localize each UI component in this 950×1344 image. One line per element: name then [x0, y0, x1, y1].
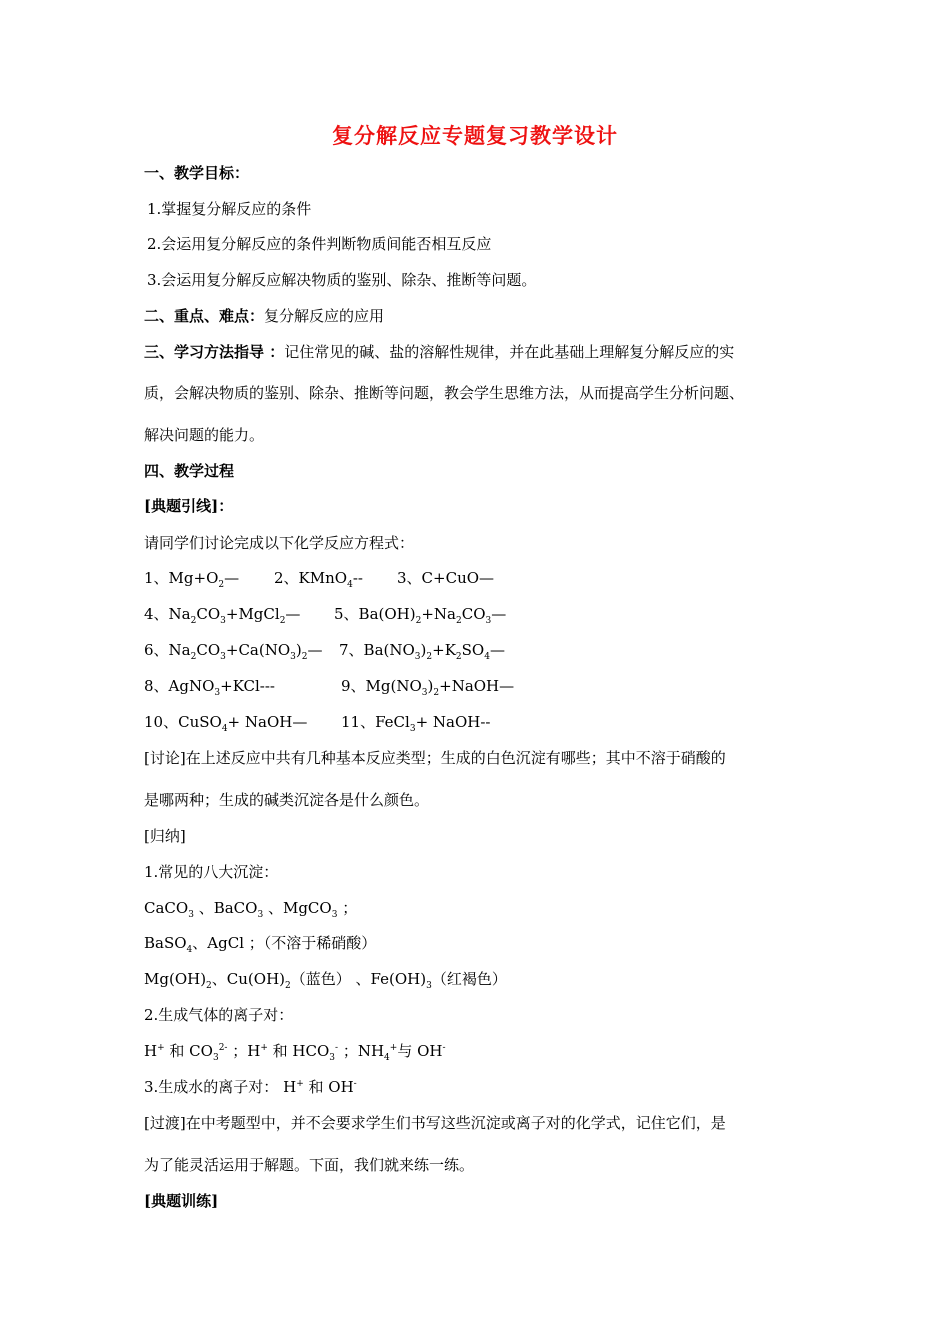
transition-line-1: [过渡]在中考题型中，并不会要求学生们书写这些沉淀或离子对的化学式，记住它们，是	[144, 1114, 726, 1132]
eq-text: SO	[461, 641, 485, 659]
water-ion-pair	[144, 1076, 357, 1098]
chem-subscript: 2	[206, 981, 212, 991]
discussion-line-2: 是哪两种；生成的碱类沉淀各是什么颜色。	[144, 791, 430, 809]
eq-subscript: 4	[221, 724, 228, 734]
chem-superscript: +	[157, 1043, 165, 1053]
goal-item-3: 3.会运用复分解反应解决物质的鉴别、除杂、推断等问题。	[147, 271, 537, 289]
chem-superscript: +	[296, 1079, 304, 1089]
chem-text: BaSO	[144, 934, 187, 952]
discussion-line-1: [讨论]在上述反应中共有几种基本反应类型；生成的白色沉淀有哪些；其中不溶于硝酸的	[144, 749, 726, 767]
eq-subscript: 2	[190, 652, 197, 662]
eq-text: +NaOH—	[439, 677, 515, 695]
chem-text: ；NH	[338, 1042, 385, 1060]
eq-text: CO	[196, 605, 221, 623]
eq-text: CO	[461, 605, 486, 623]
eq-subscript: 3	[485, 616, 492, 626]
eq-subscript: 3	[414, 652, 421, 662]
eq-text: Mg(NO	[365, 677, 422, 695]
eq-text: FeCl	[375, 713, 410, 731]
eq-text: --	[352, 569, 363, 587]
eq-text: AgNO	[168, 677, 215, 695]
chem-text: 和 HCO	[267, 1042, 330, 1060]
chem-text: 和 CO	[164, 1042, 213, 1060]
eq-text: C+CuO—	[421, 569, 495, 587]
eq-subscript: 2	[190, 616, 197, 626]
chem-text: （蓝色） 、Fe(OH)	[290, 970, 427, 988]
summary-point-1: 1.常见的八大沉淀：	[144, 863, 279, 881]
eq-number: 5、	[334, 605, 359, 623]
chem-text: ；	[337, 899, 358, 917]
chem-subscript: 2	[285, 981, 291, 991]
eq-text: Ba(NO	[363, 641, 415, 659]
equation-10	[144, 711, 307, 733]
equation-6	[144, 639, 322, 661]
eq-text: )	[420, 641, 427, 659]
eq-subscript: 2	[218, 580, 225, 590]
equation-5	[334, 603, 506, 625]
eq-subscript: 2	[455, 652, 462, 662]
section-3-heading: 三、学习方法指导 ：	[144, 343, 285, 361]
eq-subscript: 3	[421, 688, 428, 698]
eq-text: + NaOH—	[227, 713, 308, 731]
chem-text: 与 OH	[397, 1042, 443, 1060]
eq-text: +KCl---	[220, 677, 275, 695]
eq-text: +K	[432, 641, 456, 659]
chem-subscript: 3	[257, 910, 264, 920]
intro-prompt: 请同学们讨论完成以下化学反应方程式：	[144, 534, 415, 552]
section-2	[144, 305, 384, 327]
section-2-heading: 二、重点、难点：	[144, 307, 265, 325]
eq-subscript: 4	[484, 652, 490, 662]
eq-text: +Ca(NO	[225, 641, 291, 659]
chem-text: ；H	[227, 1042, 261, 1060]
chem-superscript: -	[335, 1043, 339, 1053]
chem-text: 、Cu(OH)	[211, 970, 286, 988]
chem-text: 、BaCO	[193, 899, 258, 917]
eq-number: 6、	[144, 641, 169, 659]
section-3-text-1: 记住常见的碱、盐的溶解性规律，并在此基础上理解复分解反应的实	[284, 343, 735, 361]
goal-item-1: 1.掌握复分解反应的条件	[147, 200, 312, 218]
eq-text: +Na	[421, 605, 456, 623]
precipitate-line-2	[144, 932, 376, 954]
chem-superscript: 2-	[218, 1043, 228, 1053]
chem-text: Mg(OH)	[144, 970, 207, 988]
eq-number: 11、	[341, 713, 376, 731]
eq-text: —	[285, 605, 301, 623]
section-2-text: 复分解反应的应用	[264, 307, 385, 325]
goal-item-2: 2.会运用复分解反应的条件判断物质间能否相互反应	[147, 235, 492, 253]
chem-text: （红褐色）	[431, 970, 507, 988]
chem-text: 、MgCO	[263, 899, 332, 917]
eq-subscript: 2	[301, 652, 308, 662]
eq-text: —	[489, 641, 505, 659]
equation-2	[274, 567, 363, 589]
eq-subscript: 4	[347, 580, 353, 590]
chem-subscript: 3	[331, 910, 338, 920]
eq-subscript: 3	[214, 688, 221, 698]
gas-ion-pairs	[144, 1040, 446, 1062]
document-title: 复分解反应专题复习教学设计	[332, 124, 618, 148]
chem-subscript: 3	[212, 1053, 219, 1063]
eq-number: 2、	[274, 569, 299, 587]
eq-number: 9、	[341, 677, 366, 695]
chem-superscript: +	[260, 1043, 268, 1053]
chem-superscript: -	[353, 1079, 357, 1089]
eq-text: KMnO	[298, 569, 348, 587]
chem-superscript: +	[389, 1043, 398, 1053]
eq-text: )	[295, 641, 302, 659]
eq-text: —	[491, 605, 507, 623]
eq-text: —	[307, 641, 323, 659]
summary-point-2: 2.生成气体的离子对：	[144, 1006, 294, 1024]
eq-text: + NaOH--	[415, 713, 491, 731]
eq-text: Na	[168, 605, 191, 623]
section-3-line-1	[144, 341, 734, 363]
chem-subscript: 4	[384, 1053, 390, 1063]
eq-subscript: 3	[409, 724, 416, 734]
eq-subscript: 3	[220, 652, 226, 662]
eq-subscript: 2	[433, 688, 440, 698]
chem-text: H	[283, 1078, 297, 1096]
eq-number: 8、	[144, 677, 169, 695]
summary-point-3: 3.生成水的离子对：	[144, 1078, 284, 1096]
eq-text: —	[224, 569, 240, 587]
section-3-line-3: 解决问题的能力。	[144, 426, 265, 444]
eq-subscript: 2	[415, 616, 422, 626]
eq-subscript: 2	[455, 616, 462, 626]
eq-text: +MgCl	[225, 605, 280, 623]
eq-number: 4、	[144, 605, 169, 623]
eq-number: 7、	[339, 641, 364, 659]
eq-text: Na	[168, 641, 191, 659]
chem-superscript: -	[442, 1043, 446, 1053]
eq-number: 1、	[144, 569, 169, 587]
equation-9	[341, 675, 514, 697]
eq-text: CuSO	[178, 713, 222, 731]
section-1-heading: 一、教学目标：	[144, 164, 250, 182]
precipitate-line-3	[144, 968, 507, 990]
eq-subscript: 3	[290, 652, 296, 662]
chem-subscript: 3	[426, 981, 432, 991]
transition-line-2: 为了能灵活运用于解题。下面，我们就来练一练。	[144, 1156, 475, 1174]
chem-text: 、AgCl ；（不溶于稀硝酸）	[192, 934, 377, 952]
chem-subscript: 3	[329, 1053, 336, 1063]
summary-heading: [归纳]	[144, 827, 186, 845]
chem-subscript: 4	[186, 945, 193, 955]
eq-text: )	[427, 677, 434, 695]
eq-subscript: 3	[220, 616, 226, 626]
equation-7	[339, 639, 505, 661]
chem-text: 和 OH	[303, 1078, 354, 1096]
eq-number: 10、	[144, 713, 179, 731]
equation-4	[144, 603, 300, 625]
eq-number: 3、	[397, 569, 422, 587]
section-4-heading: 四、教学过程	[144, 462, 235, 480]
eq-subscript: 2	[426, 652, 433, 662]
eq-text: CO	[196, 641, 221, 659]
training-heading: [典题训练]	[144, 1192, 219, 1210]
chem-text: H	[144, 1042, 158, 1060]
equation-11	[341, 711, 491, 733]
intro-heading: [典题引线]：	[144, 497, 234, 515]
equation-1	[144, 567, 239, 589]
eq-subscript: 2	[279, 616, 286, 626]
eq-text: Mg+O	[168, 569, 219, 587]
section-3-line-2: 质，会解决物质的鉴别、除杂、推断等问题，教会学生思维方法，从而提高学生分析问题、	[144, 384, 745, 402]
chem-subscript: 3	[188, 910, 194, 920]
eq-text: Ba(OH)	[358, 605, 416, 623]
chem-text: CaCO	[144, 899, 189, 917]
precipitate-line-1	[144, 897, 357, 919]
equation-3	[397, 567, 494, 589]
equation-8	[144, 675, 275, 697]
